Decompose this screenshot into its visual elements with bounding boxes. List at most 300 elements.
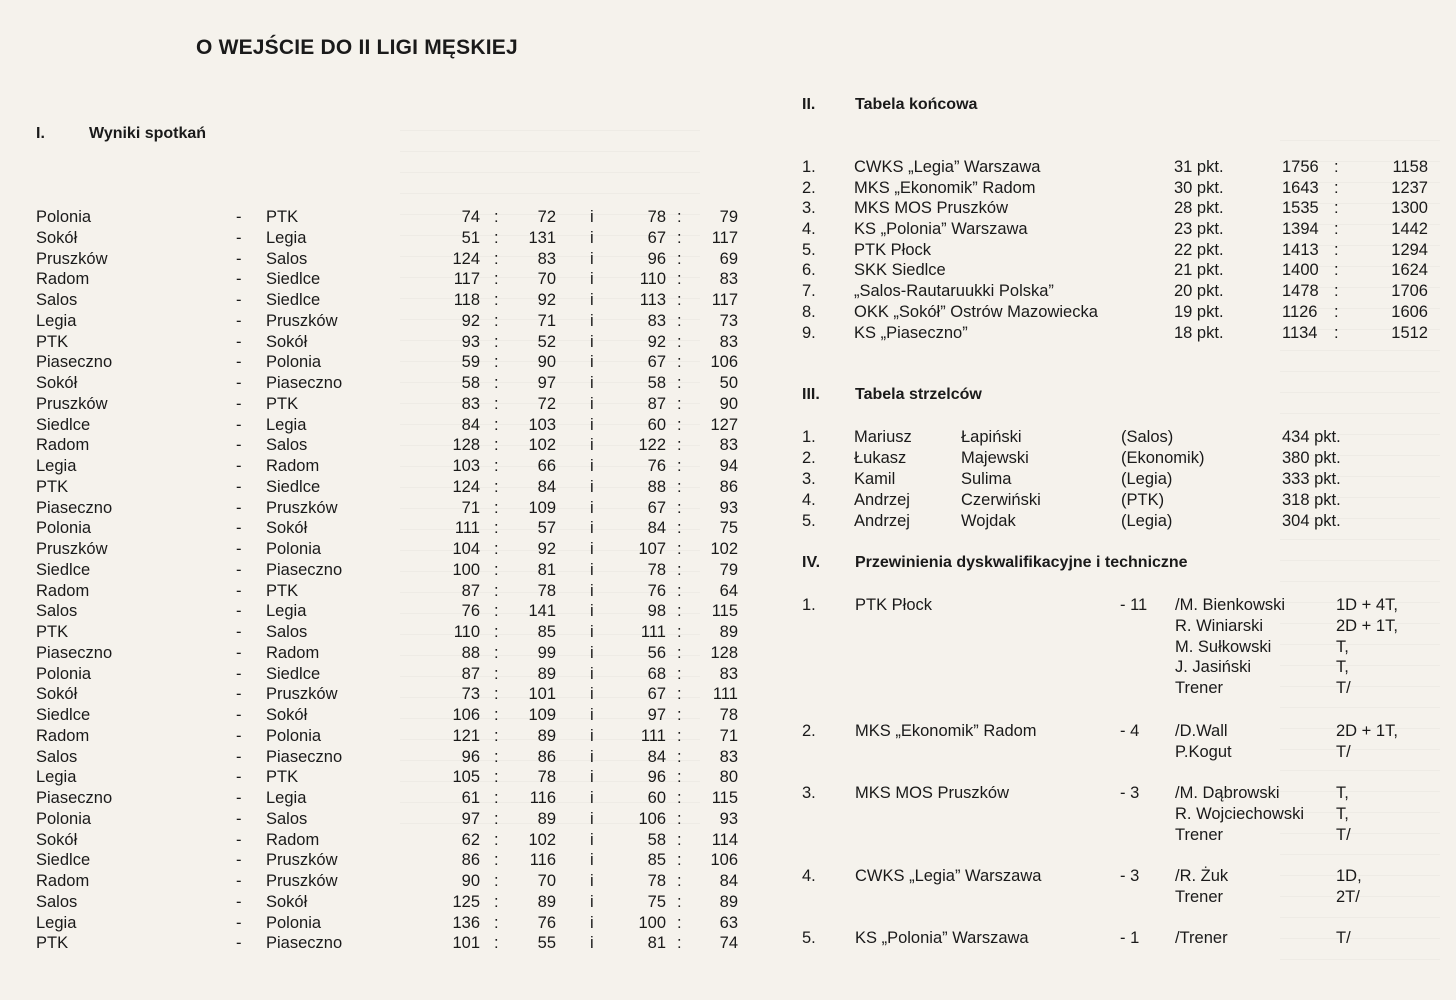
- score-2-home: 76: [647, 581, 666, 600]
- colon-separator: :: [677, 208, 682, 226]
- away-team: Siedlce: [266, 270, 321, 289]
- score-1-home: 58: [461, 374, 480, 392]
- score-1-away: 72: [537, 208, 556, 226]
- dash-separator: -: [236, 560, 242, 579]
- team-name: SKK Siedlce: [854, 261, 946, 280]
- dash-separator: -: [236, 747, 242, 766]
- team-name: PTK Płock: [854, 240, 932, 259]
- colon-separator: :: [494, 789, 499, 807]
- colon-separator: :: [677, 726, 682, 745]
- club: (Ekonomik): [1121, 449, 1205, 467]
- penalty-person: Trener: [1175, 679, 1223, 698]
- colon-separator: :: [494, 623, 499, 641]
- home-team: Sokół: [36, 685, 78, 704]
- score-1-away: 90: [537, 353, 556, 372]
- penalty-code: 1D,: [1336, 867, 1362, 885]
- score-2-home: 56: [647, 643, 666, 662]
- score-2-away: 84: [719, 872, 738, 890]
- home-team: Radom: [36, 726, 90, 745]
- score-1-home: 90: [461, 872, 480, 890]
- position: 2.: [802, 178, 816, 197]
- away-team: Legia: [266, 789, 307, 807]
- points-against: 1158: [1392, 158, 1428, 176]
- club: (PTK): [1121, 491, 1165, 509]
- position: 3.: [802, 199, 816, 218]
- away-team: Sokół: [266, 332, 308, 351]
- score-1-home: 96: [461, 747, 480, 766]
- colon-separator: :: [677, 872, 682, 890]
- away-team: Piaseczno: [266, 560, 343, 579]
- score-1-away: 71: [537, 311, 556, 330]
- penalty-code: 2D + 1T,: [1336, 722, 1398, 740]
- home-team: PTK: [36, 332, 69, 351]
- colon-separator: :: [677, 228, 682, 247]
- points-for: 1126: [1282, 302, 1318, 321]
- score-2-home: 81: [647, 934, 666, 953]
- penalty-code: 2D + 1T,: [1336, 616, 1398, 635]
- page-title: O WEJŚCIE DO II LIGI MĘSKIEJ: [196, 36, 518, 59]
- position: 1.: [802, 428, 816, 446]
- colon-separator: :: [677, 706, 682, 724]
- colon-separator: :: [677, 270, 682, 289]
- colon-separator: :: [677, 353, 682, 372]
- colon-separator: :: [677, 934, 682, 953]
- and-separator: i: [590, 623, 594, 641]
- score-1-away: 116: [529, 851, 556, 870]
- score-1-home: 62: [461, 830, 480, 849]
- dash-separator: -: [236, 851, 242, 870]
- away-team: Salos: [266, 436, 308, 455]
- away-team: Polonia: [266, 913, 322, 932]
- colon-separator: :: [494, 249, 499, 268]
- score-2-away: 89: [719, 892, 738, 911]
- score-1-away: 72: [537, 394, 556, 413]
- score-1-home: 104: [452, 540, 480, 558]
- home-team: Pruszków: [36, 394, 108, 413]
- score-1-home: 71: [461, 498, 480, 517]
- score-1-home: 93: [461, 332, 480, 351]
- colon-separator: :: [494, 934, 499, 953]
- home-team: PTK: [36, 623, 69, 641]
- score-1-home: 111: [454, 519, 480, 538]
- score-2-home: 88: [647, 477, 666, 496]
- score-2-away: 115: [711, 789, 738, 807]
- colon-separator: :: [677, 311, 682, 330]
- colon-separator: :: [494, 477, 499, 496]
- score-2-away: 80: [719, 768, 738, 787]
- home-team: Polonia: [36, 519, 92, 538]
- score-2-home: 84: [647, 519, 666, 538]
- dash-separator: -: [236, 208, 242, 226]
- colon-separator: :: [677, 436, 682, 455]
- score-1-home: 105: [452, 768, 480, 787]
- home-team: Legia: [36, 913, 77, 932]
- score-1-away: 86: [537, 747, 556, 766]
- score-2-away: 102: [710, 540, 738, 558]
- dash-separator: -: [236, 706, 242, 724]
- score-2-away: 63: [719, 913, 738, 932]
- dash-separator: -: [236, 394, 242, 413]
- colon-separator: :: [494, 726, 499, 745]
- score-2-away: 111: [712, 685, 738, 704]
- score-2-away: 75: [719, 519, 738, 538]
- score-1-away: 101: [528, 685, 556, 704]
- colon-separator: :: [494, 913, 499, 932]
- home-team: Legia: [36, 311, 77, 330]
- score-1-home: 83: [461, 394, 480, 413]
- penalty-person: Trener: [1175, 825, 1223, 844]
- colon-separator: :: [677, 747, 682, 766]
- score-1-home: 110: [453, 623, 480, 641]
- points: 434 pkt.: [1282, 428, 1341, 446]
- score-1-away: 81: [537, 560, 556, 579]
- section-label: Tabela strzelców: [855, 386, 982, 403]
- dash-separator: -: [236, 664, 242, 683]
- points: 31 pkt.: [1174, 158, 1224, 176]
- section-label: Wyniki spotkań: [89, 125, 207, 142]
- colon-separator: :: [677, 249, 682, 268]
- dash-separator: -: [236, 913, 242, 932]
- score-1-away: 92: [537, 540, 556, 558]
- score-1-home: 118: [453, 291, 480, 309]
- and-separator: i: [590, 726, 594, 745]
- and-separator: i: [590, 581, 594, 600]
- penalty-person: R. Winiarski: [1175, 616, 1264, 635]
- score-1-away: 70: [537, 270, 556, 289]
- home-team: Sokół: [36, 374, 78, 392]
- club: (Legia): [1121, 470, 1173, 488]
- and-separator: i: [590, 498, 594, 517]
- penalty-code: T,: [1336, 658, 1349, 677]
- score-2-away: 89: [719, 623, 738, 641]
- points-for: 1478: [1282, 282, 1319, 301]
- first-name: Andrzej: [854, 512, 910, 530]
- score-1-away: 55: [537, 934, 556, 953]
- colon-separator: :: [494, 872, 499, 890]
- score-1-away: 84: [537, 477, 556, 496]
- colon-separator: :: [677, 374, 682, 392]
- colon-separator: :: [494, 809, 499, 828]
- score-1-away: 97: [537, 374, 556, 392]
- colon-separator: :: [1334, 158, 1339, 176]
- score-1-away: 99: [537, 643, 556, 662]
- dash-separator: -: [236, 353, 242, 372]
- score-1-home: 121: [452, 726, 480, 745]
- dash-separator: -: [236, 519, 242, 538]
- score-1-away: 116: [529, 789, 556, 807]
- team-name: OKK „Sokół” Ostrów Mazowiecka: [854, 302, 1098, 321]
- score-2-home: 107: [638, 540, 666, 558]
- points: 21 pkt.: [1174, 261, 1224, 280]
- colon-separator: :: [494, 457, 499, 475]
- home-team: PTK: [36, 477, 69, 496]
- away-team: Siedlce: [266, 664, 321, 683]
- score-2-away: 117: [711, 228, 738, 247]
- penalty-count: - 11: [1120, 596, 1148, 614]
- points-for: 1134: [1282, 323, 1318, 342]
- score-1-home: 124: [452, 477, 480, 496]
- colon-separator: :: [494, 560, 499, 579]
- and-separator: i: [590, 415, 594, 434]
- score-2-home: 111: [640, 623, 666, 641]
- penalty-team: PTK Płock: [855, 596, 933, 614]
- position: 6.: [802, 261, 816, 280]
- penalty-person: /R. Żuk: [1175, 867, 1229, 885]
- and-separator: i: [590, 789, 594, 807]
- away-team: Legia: [266, 228, 307, 247]
- colon-separator: :: [1334, 261, 1339, 280]
- penalty-person: Trener: [1175, 887, 1223, 906]
- score-2-away: 83: [719, 332, 738, 351]
- position: 4.: [802, 491, 816, 509]
- position: 3.: [802, 470, 816, 488]
- score-1-home: 61: [461, 789, 480, 807]
- dash-separator: -: [236, 291, 242, 309]
- score-1-away: 70: [537, 872, 556, 890]
- colon-separator: :: [494, 353, 499, 372]
- penalty-code: T/: [1336, 679, 1351, 698]
- penalty-code: T/: [1336, 929, 1351, 947]
- score-1-home: 124: [452, 249, 480, 268]
- and-separator: i: [590, 477, 594, 496]
- score-1-away: 89: [537, 892, 556, 911]
- away-team: PTK: [266, 208, 299, 226]
- dash-separator: -: [236, 934, 242, 953]
- score-1-home: 128: [452, 436, 480, 455]
- colon-separator: :: [677, 830, 682, 849]
- colon-separator: :: [677, 457, 682, 475]
- and-separator: i: [590, 913, 594, 932]
- dash-separator: -: [236, 685, 242, 704]
- and-separator: i: [590, 228, 594, 247]
- score-2-home: 67: [647, 685, 666, 704]
- penalty-position: 3.: [802, 784, 816, 802]
- colon-separator: :: [677, 643, 682, 662]
- score-1-home: 101: [452, 934, 480, 953]
- points-for: 1756: [1282, 158, 1319, 176]
- score-1-away: 83: [537, 249, 556, 268]
- and-separator: i: [590, 353, 594, 372]
- points-against: 1237: [1391, 178, 1428, 197]
- score-1-home: 106: [452, 706, 480, 724]
- colon-separator: :: [494, 415, 499, 434]
- away-team: Pruszków: [266, 872, 338, 890]
- score-2-home: 67: [647, 353, 666, 372]
- colon-separator: :: [677, 498, 682, 517]
- points: 28 pkt.: [1174, 199, 1224, 218]
- last-name: Wojdak: [961, 512, 1016, 530]
- and-separator: i: [590, 519, 594, 538]
- penalty-position: 1.: [802, 596, 816, 614]
- points-for: 1400: [1282, 261, 1319, 280]
- home-team: Radom: [36, 872, 90, 890]
- away-team: Radom: [266, 457, 320, 475]
- penalty-code: T/: [1336, 825, 1351, 844]
- home-team: Pruszków: [36, 540, 108, 558]
- home-team: Siedlce: [36, 706, 91, 724]
- score-1-home: 92: [461, 311, 480, 330]
- colon-separator: :: [494, 332, 499, 351]
- score-2-home: 75: [647, 892, 666, 911]
- score-2-home: 111: [640, 726, 666, 745]
- colon-separator: :: [677, 394, 682, 413]
- score-1-home: 136: [452, 913, 480, 932]
- score-1-away: 85: [537, 623, 556, 641]
- points: 380 pkt.: [1282, 449, 1341, 467]
- and-separator: i: [590, 809, 594, 828]
- home-team: Salos: [36, 602, 78, 621]
- home-team: Radom: [36, 581, 90, 600]
- and-separator: i: [590, 872, 594, 890]
- away-team: Salos: [266, 623, 308, 641]
- and-separator: i: [590, 643, 594, 662]
- colon-separator: :: [1334, 323, 1339, 342]
- colon-separator: :: [677, 560, 682, 579]
- penalty-code: T,: [1336, 784, 1349, 802]
- and-separator: i: [590, 768, 594, 787]
- colon-separator: :: [494, 830, 499, 849]
- colon-separator: :: [677, 623, 682, 641]
- colon-separator: :: [677, 789, 682, 807]
- colon-separator: :: [494, 851, 499, 870]
- colon-separator: :: [494, 519, 499, 538]
- penalty-code: T,: [1336, 637, 1349, 656]
- team-name: KS „Piaseczno”: [854, 323, 968, 342]
- score-1-away: 103: [528, 415, 556, 434]
- score-1-away: 66: [537, 457, 556, 475]
- and-separator: i: [590, 249, 594, 268]
- score-2-away: 106: [710, 851, 738, 870]
- score-2-home: 98: [647, 602, 666, 621]
- score-2-away: 64: [719, 581, 738, 600]
- score-2-away: 94: [719, 457, 738, 475]
- points-against: 1706: [1391, 282, 1428, 301]
- last-name: Majewski: [961, 449, 1029, 467]
- score-2-home: 87: [647, 394, 666, 413]
- score-2-away: 83: [719, 270, 738, 289]
- penalty-code: 2T/: [1336, 887, 1360, 906]
- colon-separator: :: [677, 519, 682, 538]
- colon-separator: :: [677, 332, 682, 351]
- away-team: Legia: [266, 415, 307, 434]
- away-team: PTK: [266, 394, 299, 413]
- dash-separator: -: [236, 311, 242, 330]
- score-2-home: 96: [647, 249, 666, 268]
- score-1-home: 76: [461, 602, 480, 621]
- points: 18 pkt.: [1174, 323, 1224, 342]
- score-2-home: 110: [639, 270, 666, 289]
- penalty-position: 2.: [802, 722, 816, 740]
- colon-separator: :: [677, 913, 682, 932]
- score-2-home: 78: [647, 872, 666, 890]
- points-against: 1512: [1391, 323, 1428, 342]
- score-1-home: 73: [461, 685, 480, 704]
- away-team: Pruszków: [266, 851, 338, 870]
- score-1-away: 109: [528, 706, 556, 724]
- away-team: Salos: [266, 249, 308, 268]
- away-team: Salos: [266, 809, 308, 828]
- colon-separator: :: [494, 311, 499, 330]
- colon-separator: :: [677, 602, 682, 621]
- score-2-home: 76: [647, 457, 666, 475]
- away-team: Piaseczno: [266, 934, 343, 953]
- first-name: Andrzej: [854, 491, 910, 509]
- dash-separator: -: [236, 726, 242, 745]
- and-separator: i: [590, 685, 594, 704]
- points-against: 1624: [1391, 261, 1428, 280]
- penalty-person: R. Wojciechowski: [1175, 804, 1304, 823]
- points-against: 1294: [1391, 240, 1428, 259]
- score-2-away: 114: [711, 830, 738, 849]
- and-separator: i: [590, 540, 594, 558]
- points: 23 pkt.: [1174, 220, 1224, 239]
- away-team: Polonia: [266, 726, 322, 745]
- club: (Legia): [1121, 512, 1173, 530]
- position: 7.: [802, 282, 816, 301]
- home-team: PTK: [36, 934, 69, 953]
- score-1-away: 102: [528, 436, 556, 455]
- dash-separator: -: [236, 872, 242, 890]
- score-2-home: 122: [638, 436, 666, 455]
- penalty-code: T,: [1336, 804, 1349, 823]
- colon-separator: :: [677, 540, 682, 558]
- score-2-away: 73: [719, 311, 738, 330]
- score-2-away: 128: [710, 643, 738, 662]
- penalty-position: 4.: [802, 867, 816, 885]
- dash-separator: -: [236, 270, 242, 289]
- section-label: Tabela końcowa: [855, 96, 978, 113]
- and-separator: i: [590, 270, 594, 289]
- score-2-home: 78: [647, 560, 666, 579]
- away-team: Pruszków: [266, 498, 338, 517]
- dash-separator: -: [236, 830, 242, 849]
- and-separator: i: [590, 706, 594, 724]
- score-2-away: 106: [710, 353, 738, 372]
- score-1-home: 100: [452, 560, 480, 579]
- points-for: 1394: [1282, 220, 1319, 239]
- penalty-person: /Trener: [1175, 929, 1228, 947]
- home-team: Polonia: [36, 809, 92, 828]
- colon-separator: :: [677, 415, 682, 434]
- score-2-away: 115: [711, 602, 738, 621]
- score-2-home: 68: [647, 664, 666, 683]
- score-2-away: 93: [719, 498, 738, 517]
- score-2-home: 96: [647, 768, 666, 787]
- score-1-home: 125: [452, 892, 480, 911]
- dash-separator: -: [236, 498, 242, 517]
- colon-separator: :: [494, 706, 499, 724]
- colon-separator: :: [1334, 240, 1339, 259]
- dash-separator: -: [236, 623, 242, 641]
- colon-separator: :: [677, 664, 682, 683]
- and-separator: i: [590, 374, 594, 392]
- points-for: 1413: [1282, 240, 1319, 259]
- score-1-away: 76: [537, 913, 556, 932]
- score-1-home: 88: [461, 643, 480, 662]
- colon-separator: :: [494, 228, 499, 247]
- score-2-away: 83: [719, 436, 738, 455]
- penalty-count: - 4: [1120, 722, 1140, 740]
- points: 19 pkt.: [1174, 302, 1224, 321]
- penalty-position: 5.: [802, 929, 816, 947]
- position: 2.: [802, 449, 816, 467]
- colon-separator: :: [494, 208, 499, 226]
- colon-separator: :: [494, 291, 499, 309]
- away-team: Sokół: [266, 519, 308, 538]
- dash-separator: -: [236, 477, 242, 496]
- score-2-away: 90: [719, 394, 738, 413]
- penalty-team: MKS „Ekonomik” Radom: [855, 722, 1037, 740]
